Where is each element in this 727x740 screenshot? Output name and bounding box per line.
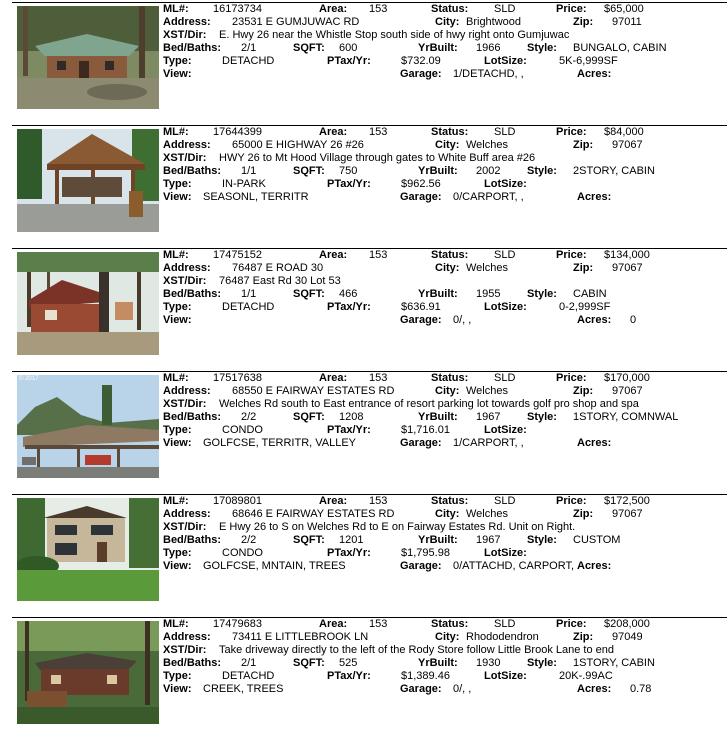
garage-label: Garage: — [400, 68, 442, 80]
address-label: Address: — [163, 139, 211, 151]
area-label: Area: — [319, 249, 348, 261]
status-label: Status: — [431, 372, 469, 384]
lotsize-label: LotSize: — [484, 301, 527, 313]
status-label: Status: — [431, 495, 469, 507]
property-photo-image — [17, 375, 159, 478]
type-value: DETACHD — [222, 55, 275, 67]
price-value: $170,000 — [604, 372, 650, 384]
ml-label: ML#: — [163, 618, 189, 630]
address-label: Address: — [163, 508, 211, 520]
property-photo[interactable] — [17, 129, 159, 232]
address-value: 76487 E ROAD 30 — [232, 262, 324, 274]
view-label: View: — [163, 314, 192, 326]
ptax-label: PTax/Yr: — [327, 547, 371, 559]
style-value: CUSTOM — [573, 534, 621, 546]
status-label: Status: — [431, 3, 469, 15]
sqft-value: 1201 — [339, 534, 364, 546]
lotsize-value: 0-2,999SF — [559, 301, 611, 313]
photo-watermark: © 2017 — [19, 376, 39, 382]
acres-value: 0.78 — [630, 683, 652, 695]
city-value: Rhododendron — [466, 631, 539, 643]
yrbuilt-value: 1955 — [476, 288, 501, 300]
cross-street-label: XST/Dir: — [163, 29, 207, 41]
zip-label: Zip: — [573, 508, 594, 520]
bed-baths-label: Bed/Baths: — [163, 288, 222, 300]
zip-label: Zip: — [573, 262, 594, 274]
area-value: 153 — [369, 3, 388, 15]
city-label: City: — [435, 139, 460, 151]
style-label: Style: — [527, 42, 557, 54]
ptax-value: $1,389.46 — [401, 670, 450, 682]
listing-record — [0, 125, 727, 248]
bed-baths-value: 2/1 — [241, 42, 257, 54]
sqft-label: SQFT: — [293, 165, 325, 177]
type-label: Type: — [163, 424, 192, 436]
ml-value: 17475152 — [213, 249, 262, 261]
ptax-value: $732.09 — [401, 55, 441, 67]
lotsize-label: LotSize: — [484, 178, 527, 190]
ptax-label: PTax/Yr: — [327, 178, 371, 190]
ml-value: 16173734 — [213, 3, 262, 15]
property-photo-image — [17, 498, 159, 601]
yrbuilt-label: YrBuilt: — [418, 534, 458, 546]
style-value: 1STORY, CABIN — [573, 657, 655, 669]
price-label: Price: — [556, 3, 587, 15]
garage-value: 0/ATTACHD, CARPORT, — [453, 560, 575, 572]
ml-label: ML#: — [163, 126, 189, 138]
type-label: Type: — [163, 547, 192, 559]
bed-baths-value: 1/1 — [241, 165, 257, 177]
bed-baths-value: 1/1 — [241, 288, 257, 300]
cross-street-label: XST/Dir: — [163, 644, 207, 656]
area-value: 153 — [369, 618, 388, 630]
style-label: Style: — [527, 534, 557, 546]
sqft-value: 525 — [339, 657, 358, 669]
acres-label: Acres: — [577, 68, 612, 80]
yrbuilt-label: YrBuilt: — [418, 411, 458, 423]
property-photo[interactable] — [17, 498, 159, 601]
property-photo[interactable] — [17, 621, 159, 724]
zip-label: Zip: — [573, 139, 594, 151]
city-value: Welches — [466, 262, 508, 274]
sqft-label: SQFT: — [293, 411, 325, 423]
view-label: View: — [163, 683, 192, 695]
type-label: Type: — [163, 670, 192, 682]
listing-record — [0, 371, 727, 494]
style-value: 2STORY, CABIN — [573, 165, 655, 177]
ml-value: 17644399 — [213, 126, 262, 138]
type-label: Type: — [163, 55, 192, 67]
sqft-value: 600 — [339, 42, 358, 54]
listing-record — [0, 617, 727, 740]
city-value: Brightwood — [466, 16, 522, 28]
address-value: 65000 E HIGHWAY 26 #26 — [232, 139, 364, 151]
price-value: $65,000 — [604, 3, 644, 15]
city-label: City: — [435, 262, 460, 274]
zip-value: 97011 — [612, 16, 642, 28]
ptax-value: $962.56 — [401, 178, 441, 190]
ptax-label: PTax/Yr: — [327, 424, 371, 436]
ptax-value: $1,795.98 — [401, 547, 450, 559]
view-value: GOLFCSE, MNTAIN, TREES — [203, 560, 346, 572]
garage-label: Garage: — [400, 314, 442, 326]
garage-value: 0/, , — [453, 683, 472, 695]
sqft-label: SQFT: — [293, 288, 325, 300]
bed-baths-label: Bed/Baths: — [163, 42, 222, 54]
yrbuilt-label: YrBuilt: — [418, 42, 458, 54]
address-value: 68550 E FAIRWAY ESTATES RD — [232, 385, 395, 397]
city-value: Welches — [466, 139, 508, 151]
cross-street-label: XST/Dir: — [163, 398, 207, 410]
sqft-value: 1208 — [339, 411, 364, 423]
bed-baths-label: Bed/Baths: — [163, 657, 222, 669]
cross-street-label: XST/Dir: — [163, 275, 207, 287]
garage-label: Garage: — [400, 683, 442, 695]
cross-street-value: E Hwy 26 to S on Welches Rd to E on Fairway Estates Rd. Unit on Right. — [219, 521, 576, 533]
property-photo[interactable] — [17, 375, 159, 478]
type-value: CONDO — [222, 424, 263, 436]
yrbuilt-value: 1967 — [476, 534, 501, 546]
ptax-label: PTax/Yr: — [327, 670, 371, 682]
bed-baths-label: Bed/Baths: — [163, 534, 222, 546]
status-value: SLD — [494, 495, 516, 507]
address-label: Address: — [163, 631, 211, 643]
yrbuilt-value: 1967 — [476, 411, 501, 423]
property-photo-image — [17, 252, 159, 355]
yrbuilt-value: 2002 — [476, 165, 501, 177]
address-label: Address: — [163, 16, 211, 28]
city-value: Welches — [466, 385, 508, 397]
view-label: View: — [163, 437, 192, 449]
style-value: 1STORY, COMNWAL — [573, 411, 679, 423]
area-label: Area: — [319, 372, 348, 384]
type-value: IN-PARK — [222, 178, 266, 190]
view-value: SEASONL, TERRITR — [203, 191, 309, 203]
price-label: Price: — [556, 126, 587, 138]
lotsize-label: LotSize: — [484, 55, 527, 67]
area-label: Area: — [319, 495, 348, 507]
ml-value: 17089801 — [213, 495, 262, 507]
area-label: Area: — [319, 3, 348, 15]
sqft-label: SQFT: — [293, 657, 325, 669]
status-value: SLD — [494, 618, 516, 630]
style-value: BUNGALO, CABIN — [573, 42, 667, 54]
ml-label: ML#: — [163, 372, 189, 384]
ml-value: 17479683 — [213, 618, 262, 630]
sqft-label: SQFT: — [293, 42, 325, 54]
garage-label: Garage: — [400, 560, 442, 572]
area-value: 153 — [369, 372, 388, 384]
type-value: DETACHD — [222, 301, 275, 313]
property-photo[interactable] — [17, 6, 159, 109]
lotsize-label: LotSize: — [484, 670, 527, 682]
style-value: CABIN — [573, 288, 607, 300]
garage-label: Garage: — [400, 437, 442, 449]
bed-baths-value: 2/2 — [241, 534, 257, 546]
sqft-value: 466 — [339, 288, 358, 300]
zip-value: 97067 — [612, 139, 643, 151]
city-label: City: — [435, 16, 460, 28]
address-label: Address: — [163, 262, 211, 274]
area-value: 153 — [369, 249, 388, 261]
acres-label: Acres: — [577, 560, 612, 572]
ptax-label: PTax/Yr: — [327, 301, 371, 313]
ml-label: ML#: — [163, 495, 189, 507]
lotsize-value: 20K-.99AC — [559, 670, 613, 682]
garage-label: Garage: — [400, 191, 442, 203]
acres-label: Acres: — [577, 437, 612, 449]
sqft-value: 750 — [339, 165, 358, 177]
sqft-label: SQFT: — [293, 534, 325, 546]
price-label: Price: — [556, 372, 587, 384]
view-value: GOLFCSE, TERRITR, VALLEY — [203, 437, 357, 449]
zip-value: 97067 — [612, 385, 643, 397]
status-label: Status: — [431, 126, 469, 138]
address-label: Address: — [163, 385, 211, 397]
cross-street-value: Welches Rd south to East entrance of resort parking lot towards golf pro shop and spa — [219, 398, 639, 410]
listing-record — [0, 248, 727, 371]
status-value: SLD — [494, 3, 516, 15]
status-value: SLD — [494, 372, 516, 384]
city-value: Welches — [466, 508, 508, 520]
type-label: Type: — [163, 301, 192, 313]
acres-label: Acres: — [577, 683, 612, 695]
zip-value: 97049 — [612, 631, 643, 643]
address-value: 68646 E FAIRWAY ESTATES RD — [232, 508, 395, 520]
style-label: Style: — [527, 288, 557, 300]
garage-value: 0/CARPORT, , — [453, 191, 524, 203]
price-label: Price: — [556, 618, 587, 630]
acres-label: Acres: — [577, 314, 612, 326]
garage-value: 1/DETACHD, , — [453, 68, 524, 80]
price-label: Price: — [556, 495, 587, 507]
property-photo-image — [17, 6, 159, 109]
status-value: SLD — [494, 249, 516, 261]
ptax-label: PTax/Yr: — [327, 55, 371, 67]
view-label: View: — [163, 68, 192, 80]
zip-label: Zip: — [573, 16, 594, 28]
yrbuilt-label: YrBuilt: — [418, 165, 458, 177]
area-value: 153 — [369, 126, 388, 138]
view-label: View: — [163, 191, 192, 203]
area-label: Area: — [319, 126, 348, 138]
bed-baths-value: 2/2 — [241, 411, 257, 423]
area-label: Area: — [319, 618, 348, 630]
style-label: Style: — [527, 411, 557, 423]
yrbuilt-value: 1966 — [476, 42, 501, 54]
address-value: 73411 E LITTLEBROOK LN — [232, 631, 369, 643]
bed-baths-label: Bed/Baths: — [163, 411, 222, 423]
zip-label: Zip: — [573, 631, 594, 643]
garage-value: 1/CARPORT, , — [453, 437, 524, 449]
garage-value: 0/, , — [453, 314, 472, 326]
ml-label: ML#: — [163, 3, 189, 15]
status-label: Status: — [431, 618, 469, 630]
cross-street-label: XST/Dir: — [163, 152, 207, 164]
price-value: $84,000 — [604, 126, 644, 138]
lotsize-label: LotSize: — [484, 547, 527, 559]
type-value: DETACHD — [222, 670, 275, 682]
property-photo[interactable] — [17, 252, 159, 355]
type-value: CONDO — [222, 547, 263, 559]
cross-street-value: HWY 26 to Mt Hood Village through gates to White Buff area #26 — [219, 152, 536, 164]
yrbuilt-value: 1930 — [476, 657, 501, 669]
price-label: Price: — [556, 249, 587, 261]
ml-value: 17517638 — [213, 372, 262, 384]
price-value: $172,500 — [604, 495, 650, 507]
lotsize-label: LotSize: — [484, 424, 527, 436]
city-label: City: — [435, 508, 460, 520]
city-label: City: — [435, 385, 460, 397]
city-label: City: — [435, 631, 460, 643]
status-label: Status: — [431, 249, 469, 261]
ptax-value: $636.91 — [401, 301, 441, 313]
acres-label: Acres: — [577, 191, 612, 203]
property-photo-image — [17, 621, 159, 724]
status-value: SLD — [494, 126, 516, 138]
price-value: $134,000 — [604, 249, 650, 261]
view-label: View: — [163, 560, 192, 572]
ptax-value: $1,716.01 — [401, 424, 450, 436]
bed-baths-label: Bed/Baths: — [163, 165, 222, 177]
listing-record — [0, 494, 727, 617]
yrbuilt-label: YrBuilt: — [418, 657, 458, 669]
style-label: Style: — [527, 657, 557, 669]
lotsize-value: 5K-6,999SF — [559, 55, 618, 67]
acres-value: 0 — [630, 314, 637, 326]
zip-value: 97067 — [612, 262, 643, 274]
cross-street-value: E. Hwy 26 near the Whistle Stop south side of hwy right onto Gumjuwac — [219, 29, 570, 41]
zip-value: 97067 — [612, 508, 643, 520]
cross-street-label: XST/Dir: — [163, 521, 207, 533]
yrbuilt-label: YrBuilt: — [418, 288, 458, 300]
zip-label: Zip: — [573, 385, 594, 397]
address-value: 23531 E GUMJUWAC RD — [232, 16, 360, 28]
type-label: Type: — [163, 178, 192, 190]
cross-street-value: 76487 East Rd 30 Lot 53 — [219, 275, 341, 287]
view-value: CREEK, TREES — [203, 683, 284, 695]
listing-record — [0, 2, 727, 125]
cross-street-value: Take driveway directly to the left of the Rody Store follow Little Brook Lane to end — [219, 644, 614, 656]
property-photo-image — [17, 129, 159, 232]
ml-label: ML#: — [163, 249, 189, 261]
bed-baths-value: 2/1 — [241, 657, 257, 669]
area-value: 153 — [369, 495, 388, 507]
price-value: $208,000 — [604, 618, 650, 630]
style-label: Style: — [527, 165, 557, 177]
